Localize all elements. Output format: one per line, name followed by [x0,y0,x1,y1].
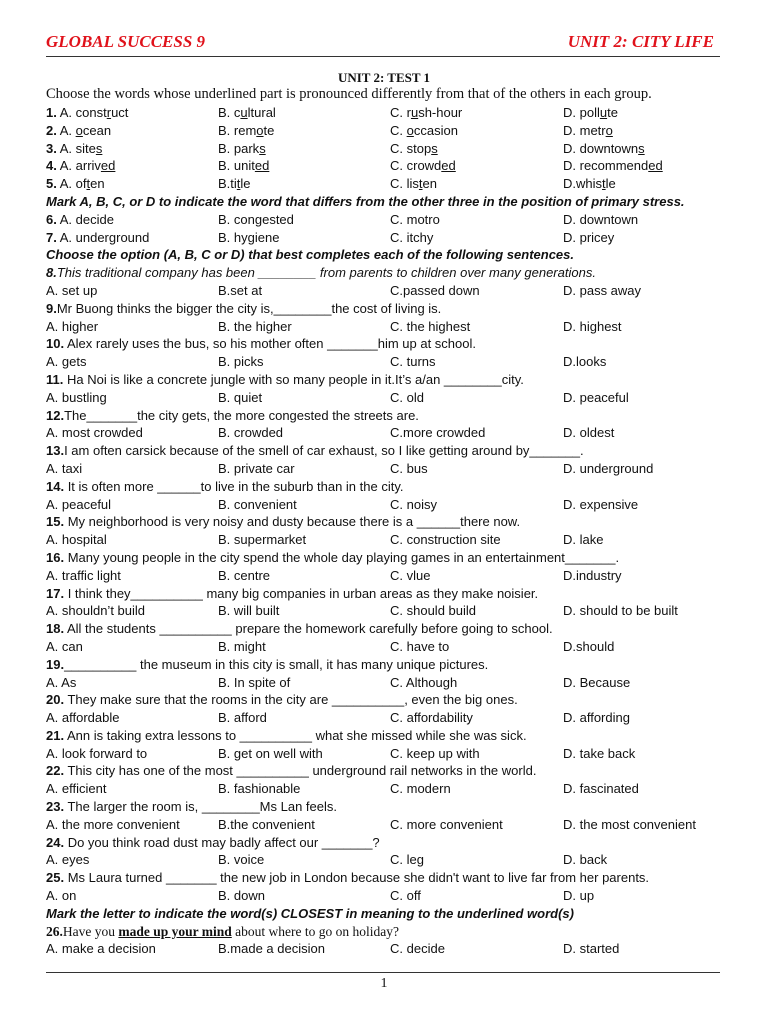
underlined-part: ed [441,158,456,174]
question-list [46,104,726,958]
question-text: The_______the city gets, the more congested the streets are. [64,407,419,423]
question-text: I am often carsick because of the smell of car exhaust, so I like getting around by_______. [64,443,584,459]
question-row [46,229,726,247]
page-number: 1 [380,976,388,991]
options-row [46,460,726,478]
question-number: 6. [46,211,57,227]
answer-option: C. leg [390,852,424,868]
question-number: 18. [46,621,65,637]
question-stem [46,620,726,638]
question-stem [46,869,726,887]
question-text: All the students __________ prepare the homework carefully before going to school. [64,621,553,637]
underlined-phrase: made up your mind [118,923,232,939]
answer-option: C. construction site [390,532,501,548]
answer-option: 4. A. arrived [46,158,116,174]
question-row [46,140,726,158]
answer-option: D. pricey [563,229,615,245]
question-number: 19. [46,656,65,672]
question-stem [46,478,726,496]
underlined-part: t [86,176,91,192]
question-text: This city has one of the most __________ underground rail networks in the world. [64,763,537,779]
question-number: 7. [46,229,57,245]
answer-option: B.set at [218,282,263,298]
answer-option: C. itchy [390,229,434,245]
answer-option: D. downtowns [563,140,645,156]
answer-option: B. congested [218,211,294,227]
question-text: Ms Laura turned _______ the new job in London because she didn't want to live far from her parents. [64,870,650,886]
question-text: This traditional company has been ________ from parents to children over many generations. [56,265,596,281]
answer-option: D.industry [563,567,622,583]
question-text: My neighborhood is very noisy and dusty because there is a ______there now. [64,514,521,530]
underlined-part: u [599,105,608,120]
underlined-part: t [418,176,423,192]
answer-option: C. stops [390,140,438,156]
question-row [46,157,726,175]
answer-option: B.title [218,176,251,192]
answer-option: D. started [563,941,620,957]
question-text: Alex rarely uses the bus, so his mother often _______him up at school. [64,336,476,352]
answer-option: D. up [563,888,595,904]
question-number: 14. [46,478,65,494]
question-stem [46,727,726,745]
answer-option: A. As [46,674,77,690]
answer-option: B. cultural [218,105,276,120]
answer-option: B. united [218,158,270,174]
answer-option: C. bus [390,460,428,476]
options-row [46,887,726,905]
options-row [46,496,726,514]
answer-option: A. eyes [46,852,90,868]
question-text: It is often more ______to live in the suburb than in the city. [64,478,404,494]
answer-option: D. highest [563,318,622,334]
answer-option: A. peaceful [46,496,112,512]
answer-option: D. affording [563,710,630,726]
answer-option: B. crowded [218,425,284,441]
options-row [46,851,726,869]
answer-option: B. supermarket [218,532,307,548]
question-number: 17. [46,585,65,601]
question-number: 9. [46,300,57,316]
answer-option: D. lake [563,532,604,548]
answer-option: C. rush-hour [390,105,463,120]
options-row [46,709,726,727]
question-stem [46,549,726,567]
answer-option: A. shouldn’t build [46,603,146,619]
question-stem [46,762,726,780]
question-row [46,104,726,122]
question-stem [46,300,726,318]
answer-option: C. turns [390,354,436,370]
question-stem [46,656,726,674]
answer-option: B. picks [218,354,264,370]
options-row [46,282,726,300]
answer-option: D. recommended [563,158,663,174]
answer-option: B. down [218,888,265,904]
answer-option: A. look forward to [46,745,148,761]
question-number: 25. [46,870,65,886]
answer-option: B. will built [218,603,280,619]
question-text: Many young people in the city spend the whole day playing games in an entertainment_______. [64,549,620,565]
footer-rule [46,972,720,973]
answer-option: B. centre [218,567,271,583]
question-number: 4. [46,158,57,174]
answer-option: A. traffic light [46,567,121,583]
question-stem [46,691,726,709]
question-stem [46,834,726,852]
underlined-part: o [75,122,83,138]
underlined-part: s [431,140,438,156]
question-text: I think they__________ many big companies in urban areas as they make noisier. [64,585,539,601]
answer-option: C. keep up with [390,745,480,761]
answer-option: 7. A. underground [46,229,150,245]
answer-option: C. affordability [390,710,473,726]
answer-option: B. might [218,638,266,654]
answer-option: B. the higher [218,318,292,334]
answer-option: A. higher [46,318,99,334]
answer-option: B. remote [218,122,275,138]
answer-option: D. metro [563,122,613,138]
answer-option: D. oldest [563,425,615,441]
answer-option: 6. A. decide [46,211,114,227]
underlined-part: u [240,105,248,120]
question-stem [46,442,726,460]
question-text: They make sure that the rooms in the city are __________, even the big ones. [64,692,518,708]
question-stem [46,264,726,282]
underlined-part: u [410,105,419,120]
instruction-closest: Mark the letter to indicate the word(s) CLOSEST in meaning to the underlined word(s) [46,905,574,921]
answer-option: A. gets [46,354,87,370]
answer-option: C. listen [390,176,437,192]
answer-option: B. voice [218,852,265,868]
answer-option: C. Although [390,674,458,690]
question-number: 8. [46,265,57,281]
answer-option: D. Because [563,674,631,690]
answer-option: B. parks [218,140,266,156]
question-number: 1. [46,105,57,120]
header-right-title: UNIT 2: CITY LIFE [567,32,714,51]
underlined-part: ed [254,158,270,174]
answer-option: C. more convenient [390,816,503,832]
answer-option: D. fascinated [563,781,639,797]
question-number: 23. [46,799,65,815]
answer-option: C. should build [390,603,476,619]
question-text: Do you think road dust may badly affect our _______? [64,834,380,850]
question-number: 16. [46,549,65,565]
answer-option: D.looks [563,354,607,370]
answer-option: C. motro [390,211,440,227]
answer-option: B. private car [218,460,295,476]
answer-option: C.more crowded [390,425,486,441]
instruction-pronunciation: Choose the words whose underlined part is pronounced differently from that of the others in each group. [46,86,652,102]
question-row [46,211,726,229]
question-number: 3. [46,140,57,156]
options-row [46,531,726,549]
answer-option: D.whistle [563,176,616,192]
underlined-part: r [106,105,112,120]
options-row [46,940,726,958]
underlined-part: s [638,140,645,156]
answer-option: C. the highest [390,318,471,334]
question-number: 15. [46,514,65,530]
question-number: 11. [46,371,64,387]
answer-option: D. the most convenient [563,816,696,832]
question-stem [46,585,726,603]
header-left-title: GLOBAL SUCCESS 9 [46,32,206,51]
answer-option: A. hospital [46,532,107,548]
options-row [46,638,726,656]
answer-option: B. get on well with [218,745,323,761]
question-number: 5. [46,176,57,192]
answer-option: D. pollute [563,105,618,120]
question-number: 13. [46,443,65,459]
answer-option: A. set up [46,282,98,298]
options-row [46,674,726,692]
underlined-part: s [259,140,266,156]
answer-option: A. affordable [46,710,120,726]
answer-option: A. most crowded [46,425,143,441]
question-text: Mr Buong thinks the bigger the city is,________the cost of living is. [56,300,442,316]
answer-option: 2. A. ocean [46,122,112,138]
answer-option: C. noisy [390,496,437,512]
answer-option: A. can [46,638,83,654]
underlined-part: o [256,122,264,138]
instruction-stress: Mark A, B, C, or D to indicate the word that differs from the other three in the position of primary stress. [46,193,685,209]
underlined-part: t [236,176,241,192]
answer-option: B.the convenient [218,816,315,832]
answer-option: B.made a decision [218,941,325,957]
answer-option: C.passed down [390,282,480,298]
answer-option: D. pass away [563,282,642,298]
question-number: 21. [46,727,65,743]
answer-option: D. underground [563,460,654,476]
answer-option: B. In spite of [218,674,291,690]
options-row [46,602,726,620]
question-text: Ann is taking extra lessons to __________ what she missed while she was sick. [64,727,527,743]
answer-option: C. have to [390,638,450,654]
answer-option: A. bustling [46,389,107,405]
question-stem: 26.Have you made up your mind about where to go on holiday? [46,923,399,939]
answer-option: D.should [563,638,615,654]
answer-option: D. back [563,852,608,868]
answer-option: D. take back [563,745,636,761]
underlined-part: ed [648,158,663,174]
answer-option: D. expensive [563,496,639,512]
question-stem [46,371,726,389]
question-stem [46,407,726,425]
question-number: 24. [46,834,65,850]
underlined-part: ed [100,158,116,174]
answer-option: 1. A. construct [46,105,129,120]
answer-option: B. convenient [218,496,297,512]
underlined-part: o [605,122,613,138]
answer-option: A. the more convenient [46,816,180,832]
answer-option: C. occasion [390,122,458,138]
question-stem [46,798,726,816]
options-row [46,389,726,407]
answer-option: A. make a decision [46,941,156,957]
question-text: __________ the museum in this city is small, it has many unique pictures. [64,656,489,672]
question-stem [46,513,726,531]
options-row [46,816,726,834]
question-number: 2. [46,122,57,138]
answer-option: B. fashionable [218,781,301,797]
options-row [46,567,726,585]
answer-option: C. modern [390,781,451,797]
answer-option: A. efficient [46,781,107,797]
underlined-part: o [406,122,414,138]
question-text: The larger the room is, ________Ms Lan feels. [64,799,337,815]
answer-option: 5. A. often [46,176,105,192]
answer-option: C. vlue [390,567,431,583]
answer-option: B. quiet [218,389,263,405]
options-row [46,353,726,371]
underlined-part: s [95,140,103,156]
underlined-part: t [602,176,606,192]
question-number: 20. [46,692,65,708]
options-row [46,745,726,763]
options-row [46,424,726,442]
answer-option: B. hygiene [218,229,280,245]
question-row [46,122,726,140]
question-number: 22. [46,763,65,779]
answer-option: D. downtown [563,211,639,227]
header-rule [46,56,720,57]
answer-option: 3. A. sites [46,140,103,156]
question-number: 10. [46,336,65,352]
question-text: Ha Noi is like a concrete jungle with so many people in it.It’s a/an ________city. [63,371,524,387]
question-row [46,175,726,193]
question-number: 26. [46,923,63,939]
answer-option: D. should to be built [563,603,678,619]
answer-option: C. off [390,888,421,904]
test-title: UNIT 2: TEST 1 [337,70,431,85]
instruction-complete: Choose the option (A, B, C or D) that best completes each of the following sentences. [46,247,574,263]
answer-option: C. crowded [390,158,456,174]
question-stem [46,335,726,353]
answer-option: D. peaceful [563,389,629,405]
answer-option: C. decide [390,941,445,957]
question-number: 12. [46,407,65,423]
options-row [46,780,726,798]
options-row [46,318,726,336]
answer-option: A. taxi [46,460,83,476]
page-header [46,32,714,56]
answer-option: B. afford [218,710,267,726]
answer-option: A. on [46,888,77,904]
answer-option: C. old [390,389,424,405]
